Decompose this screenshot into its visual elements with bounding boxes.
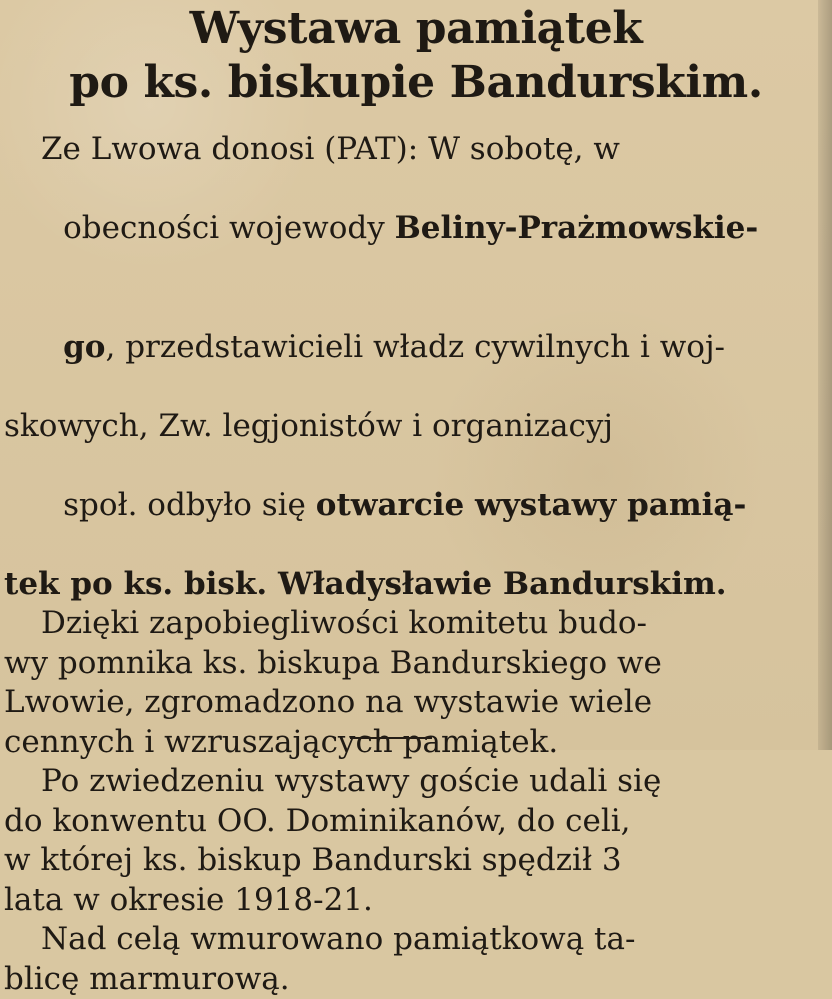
paragraph-2-line-2: wy pomnika ks. biskupa Bandurskiego we (4, 644, 824, 684)
paragraph-1-line-5-text: społ. odbyło się (63, 487, 316, 523)
paragraph-1-line-3 (4, 288, 824, 407)
paragraph-1-line-5-bold: otwarcie wystawy pamią- (316, 487, 747, 523)
paragraph-1-line-2-bold: Beliny-Prażmowskie- (395, 210, 759, 246)
paragraph-3-line-1: Po zwiedzeniu wystawy goście udali się (4, 762, 824, 802)
paragraph-1-line-1: Ze Lwowa donosi (PAT): W sobotę, w (4, 130, 824, 170)
headline-line-1: Wystawa pamiątek (0, 2, 832, 56)
paragraph-2-line-3: Lwowie, zgromadzono na wystawie wiele (4, 683, 824, 723)
paragraph-3-line-4: lata w okresie 1918-21. (4, 881, 824, 921)
paragraph-1-line-3-text: , przedstawicieli władz cywilnych i woj- (105, 329, 725, 365)
paragraph-2-line-1: Dzięki zapobiegliwości komitetu budo- (4, 604, 824, 644)
paragraph-3-line-3: w której ks. biskup Bandurski spędził 3 (4, 841, 824, 881)
headline (0, 2, 832, 110)
paragraph-3-line-2: do konwentu OO. Dominikanów, do celi, (4, 802, 824, 842)
paragraph-4-line-2: blicę marmurową. (4, 960, 824, 999)
paragraph-1-line-2 (4, 170, 824, 289)
paragraph-4-line-1: Nad celą wmurowano pamiątkową ta- (4, 920, 824, 960)
paragraph-1-line-4: skowych, Zw. legjonistów i organizacyj (4, 407, 824, 447)
paragraph-1-line-6: tek po ks. bisk. Władysławie Bandurskim. (4, 565, 824, 605)
paragraph-1-line-5 (4, 446, 824, 565)
ending-rule (350, 737, 432, 739)
article-body (4, 130, 824, 999)
headline-line-2: po ks. biskupie Bandurskim. (0, 56, 832, 110)
paragraph-1-line-3-bold: go (63, 329, 105, 365)
paragraph-2-line-4: cennych i wzruszających pamiątek. (4, 723, 824, 763)
right-margin-shadow (818, 0, 832, 750)
paragraph-1-line-2-text: obecności wojewody (63, 210, 394, 246)
